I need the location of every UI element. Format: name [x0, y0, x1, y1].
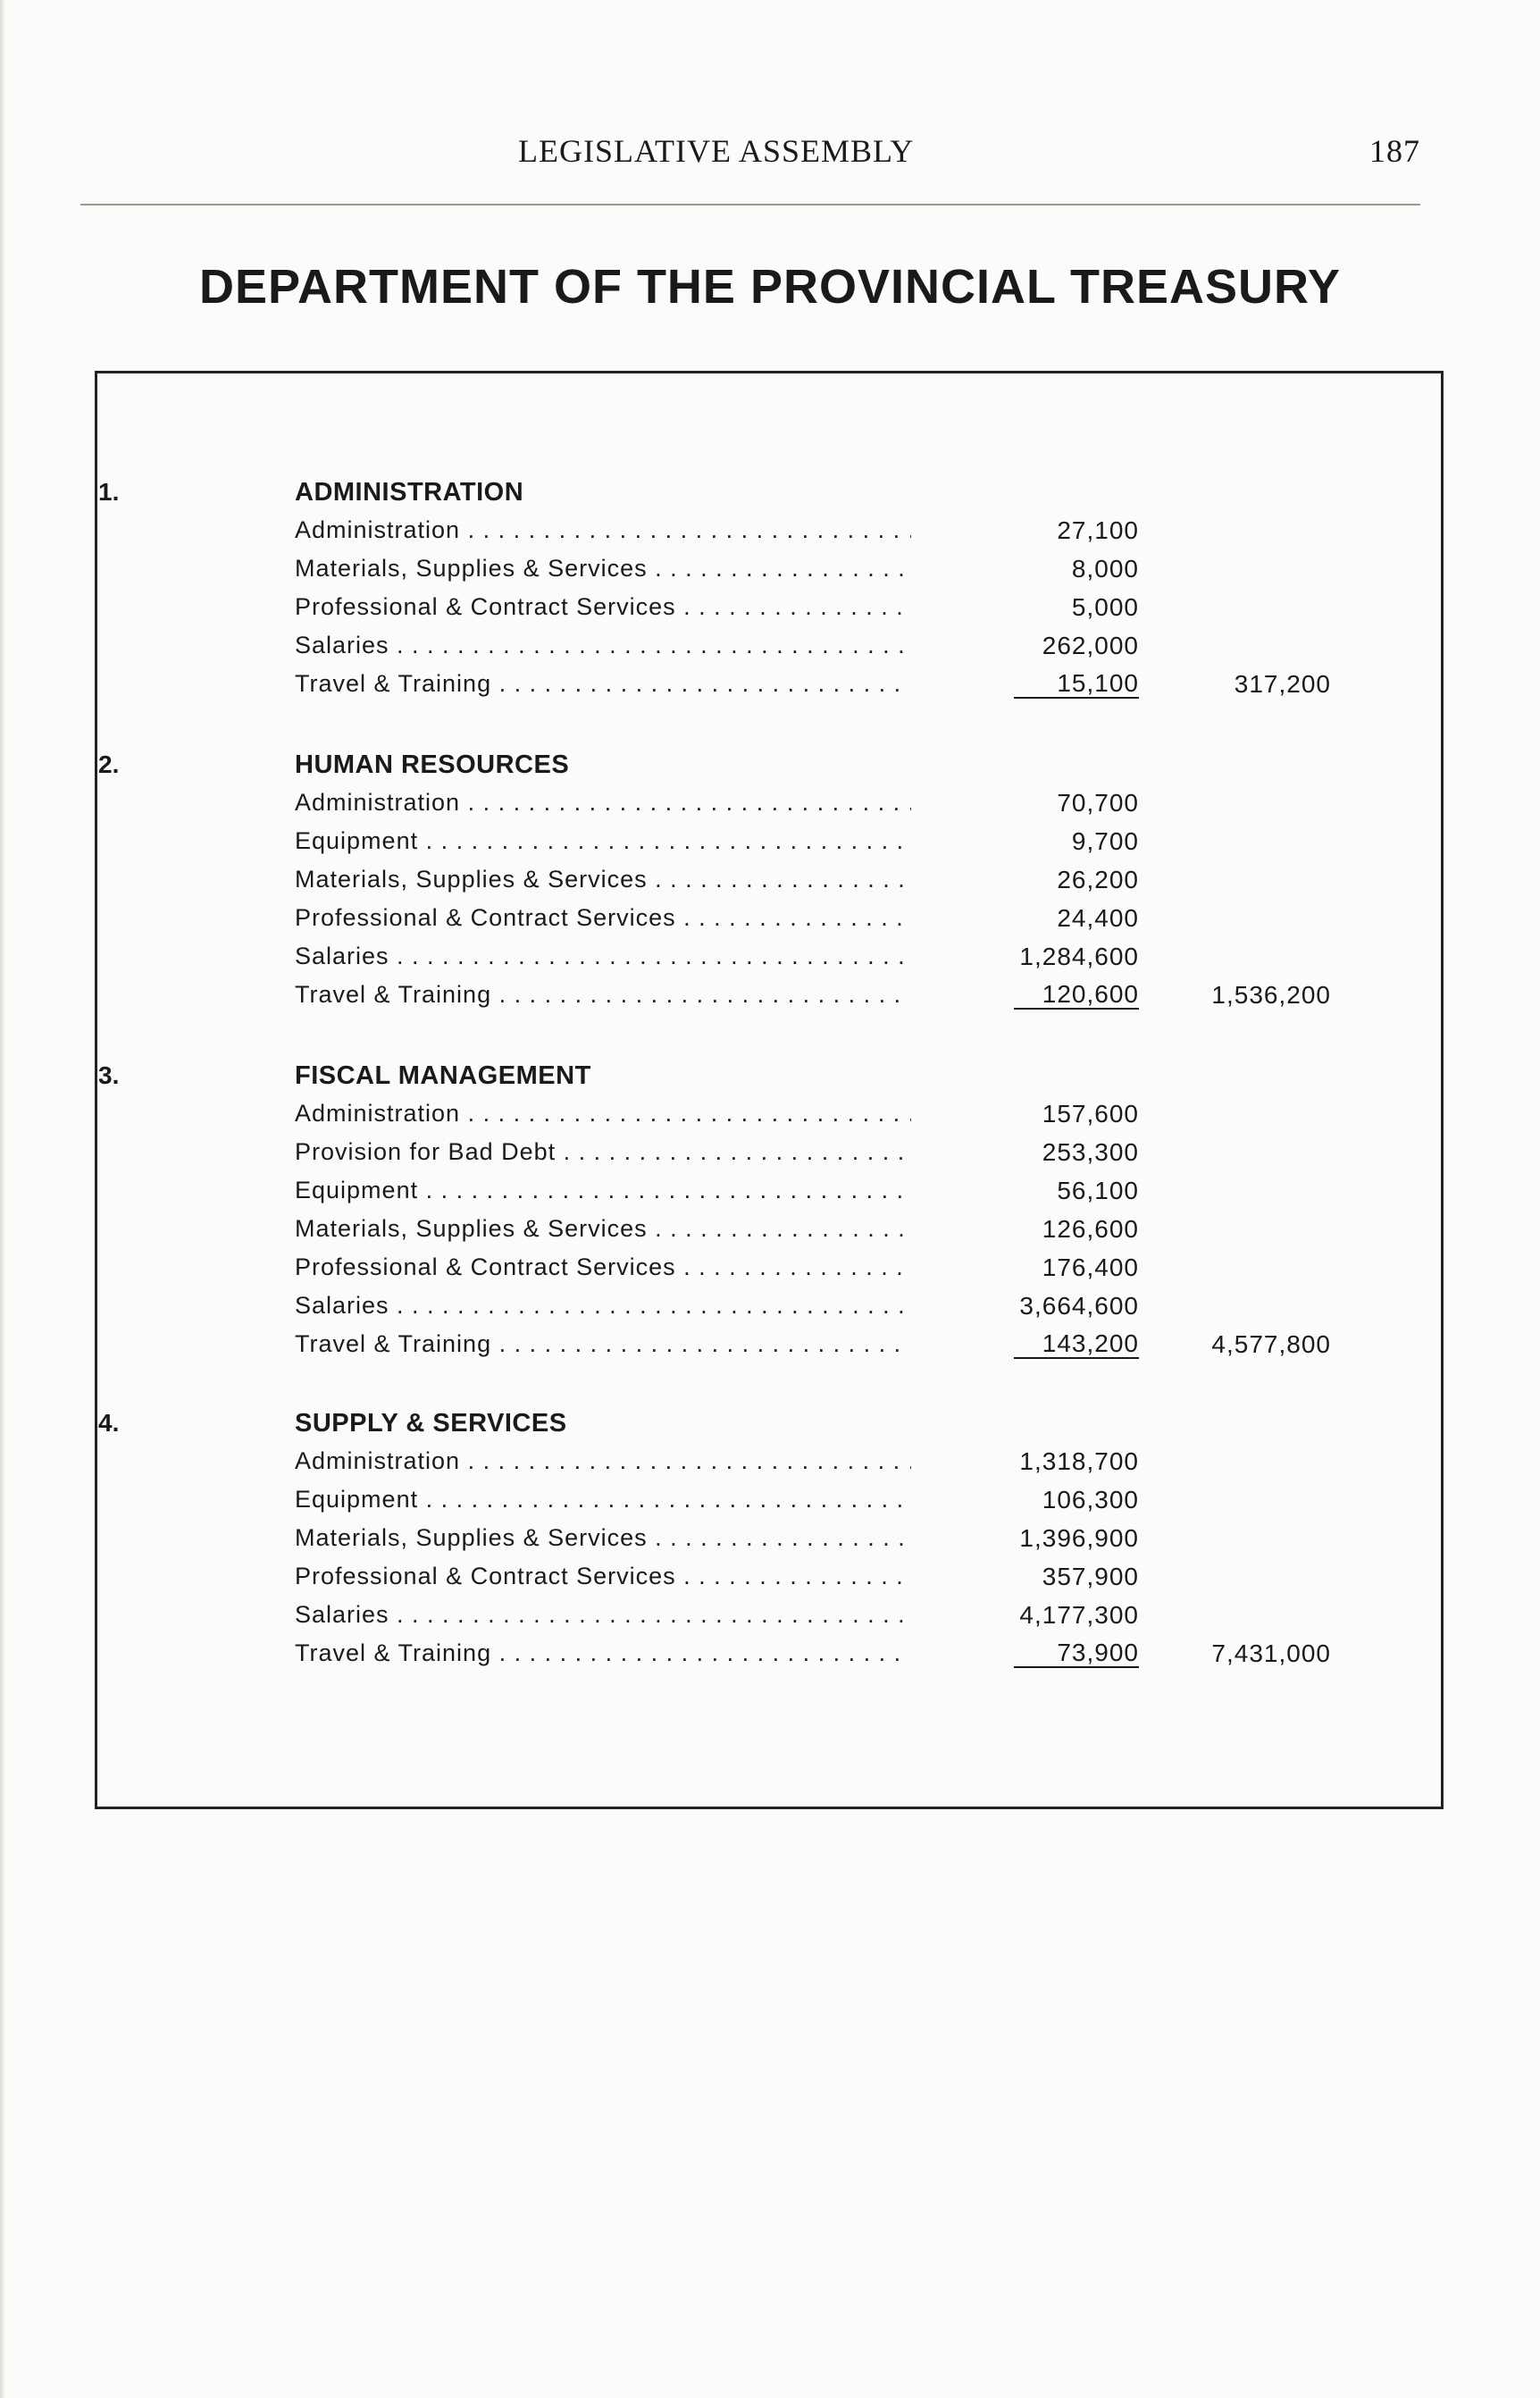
section-total: 4,577,800 [1211, 1330, 1331, 1358]
page-number: 187 [1369, 133, 1420, 169]
line-item-label [295, 789, 911, 817]
line-item [295, 1639, 1331, 1678]
line-item-label [295, 1524, 911, 1552]
section-number: 3. [98, 1061, 120, 1089]
line-item-label [295, 632, 911, 659]
line-item-label-text: Travel & Training [295, 670, 492, 697]
line-item-label-text: Equipment [295, 827, 419, 854]
line-item-amount: 3,664,600 [1019, 1292, 1139, 1320]
section-title: SUPPLY & SERVICES [295, 1409, 567, 1438]
section-title: FISCAL MANAGEMENT [295, 1061, 591, 1090]
line-item [295, 670, 1331, 708]
line-item-amount: 126,600 [1042, 1215, 1139, 1243]
line-item-label-text: Administration [295, 516, 461, 543]
line-item-label-text: Professional & Contract Services [295, 1254, 676, 1280]
line-item-label [295, 555, 911, 583]
line-item [295, 593, 1331, 632]
section-total: 7,431,000 [1211, 1639, 1331, 1667]
line-item-label-text: Salaries [295, 1601, 389, 1628]
line-item [295, 1486, 1331, 1524]
line-item [295, 1254, 1331, 1292]
line-item-amount: 73,900 [1014, 1639, 1139, 1668]
line-item-label [295, 866, 911, 893]
line-item-amount: 357,900 [1042, 1563, 1139, 1590]
section-title: ADMINISTRATION [295, 478, 524, 507]
line-item-label-text: Provision for Bad Debt [295, 1138, 557, 1165]
line-item-label [295, 670, 911, 698]
line-item [295, 789, 1331, 827]
line-item-label-text: Travel & Training [295, 1639, 492, 1666]
line-item-amount: 176,400 [1042, 1254, 1139, 1281]
line-item-amount: 24,400 [1057, 904, 1139, 932]
line-item-label-text: Salaries [295, 943, 389, 969]
department-title: DEPARTMENT OF THE PROVINCIAL TREASURY [198, 260, 1342, 314]
line-item-label-text: Equipment [295, 1486, 419, 1513]
line-item-amount: 70,700 [1057, 789, 1139, 817]
line-item-label [295, 1100, 911, 1128]
line-item-label [295, 1447, 911, 1475]
line-item-label-text: Professional & Contract Services [295, 593, 676, 620]
line-item-amount: 26,200 [1057, 866, 1139, 893]
line-item [295, 1447, 1331, 1486]
section-title: HUMAN RESOURCES [295, 750, 570, 779]
line-item-label-text: Materials, Supplies & Services [295, 1524, 648, 1551]
line-item [295, 516, 1331, 555]
line-item-label-text: Materials, Supplies & Services [295, 555, 648, 582]
line-item-amount: 1,396,900 [1019, 1524, 1139, 1552]
line-item-label-text: Administration [295, 1100, 461, 1127]
line-item-amount: 4,177,300 [1019, 1601, 1139, 1629]
line-item [295, 981, 1331, 1019]
line-item-label [295, 943, 911, 970]
line-item-label-text: Administration [295, 789, 461, 816]
line-item-label [295, 1177, 911, 1204]
line-item [295, 1524, 1331, 1563]
line-item-label-text: Salaries [295, 632, 389, 658]
line-item [295, 555, 1331, 593]
line-item [295, 904, 1331, 943]
line-item-amount: 56,100 [1057, 1177, 1139, 1204]
running-title: LEGISLATIVE ASSEMBLY [518, 133, 915, 169]
line-item-label [295, 1330, 911, 1358]
header-rule [80, 204, 1420, 205]
line-item-label-text: Professional & Contract Services [295, 904, 676, 931]
page-edge-shadow [0, 0, 5, 2398]
line-item-amount: 9,700 [1071, 827, 1139, 855]
line-item-label [295, 981, 911, 1009]
running-header [80, 132, 1420, 186]
line-item [295, 632, 1331, 670]
section-number: 2. [98, 750, 120, 778]
line-item-label [295, 1639, 911, 1667]
line-item-label-text: Salaries [295, 1292, 389, 1319]
line-item [295, 1177, 1331, 1215]
line-item-amount: 27,100 [1057, 516, 1139, 544]
line-item-amount: 253,300 [1042, 1138, 1139, 1166]
line-item-label-text: Administration [295, 1447, 461, 1474]
line-item [295, 1330, 1331, 1369]
line-item [295, 1292, 1331, 1330]
line-item-label-text: Travel & Training [295, 1330, 492, 1357]
line-item-amount: 120,600 [1014, 981, 1139, 1010]
line-item [295, 827, 1331, 866]
line-item-amount: 1,318,700 [1019, 1447, 1139, 1475]
line-item [295, 1138, 1331, 1177]
line-item-amount: 106,300 [1042, 1486, 1139, 1513]
line-item-label [295, 904, 911, 932]
line-item-label [295, 1563, 911, 1590]
line-item-label [295, 827, 911, 855]
line-item-label-text: Materials, Supplies & Services [295, 866, 648, 893]
line-item-label [295, 1215, 911, 1243]
line-item-label-text: Materials, Supplies & Services [295, 1215, 648, 1242]
line-item [295, 1601, 1331, 1639]
line-item-label [295, 516, 911, 544]
line-item-amount: 143,200 [1014, 1330, 1139, 1359]
line-item-amount: 262,000 [1042, 632, 1139, 659]
line-item-amount: 1,284,600 [1019, 943, 1139, 970]
line-item-label [295, 1138, 911, 1166]
line-item [295, 1100, 1331, 1138]
section-number: 4. [98, 1409, 120, 1437]
section-number: 1. [98, 478, 120, 506]
line-item [295, 1563, 1331, 1601]
line-item-label [295, 1601, 911, 1629]
line-item-amount: 5,000 [1071, 593, 1139, 621]
line-item-label [295, 1292, 911, 1320]
line-item [295, 943, 1331, 981]
line-item-label [295, 593, 911, 621]
section-total: 1,536,200 [1211, 981, 1331, 1009]
line-item-amount: 15,100 [1014, 670, 1139, 699]
line-item-label-text: Equipment [295, 1177, 419, 1203]
section-total: 317,200 [1234, 670, 1331, 698]
line-item-label-text: Professional & Contract Services [295, 1563, 676, 1589]
line-item-amount: 157,600 [1042, 1100, 1139, 1128]
line-item-label [295, 1486, 911, 1513]
line-item-label [295, 1254, 911, 1281]
line-item-amount: 8,000 [1071, 555, 1139, 583]
line-item-label-text: Travel & Training [295, 981, 492, 1008]
line-item [295, 866, 1331, 904]
line-item [295, 1215, 1331, 1254]
